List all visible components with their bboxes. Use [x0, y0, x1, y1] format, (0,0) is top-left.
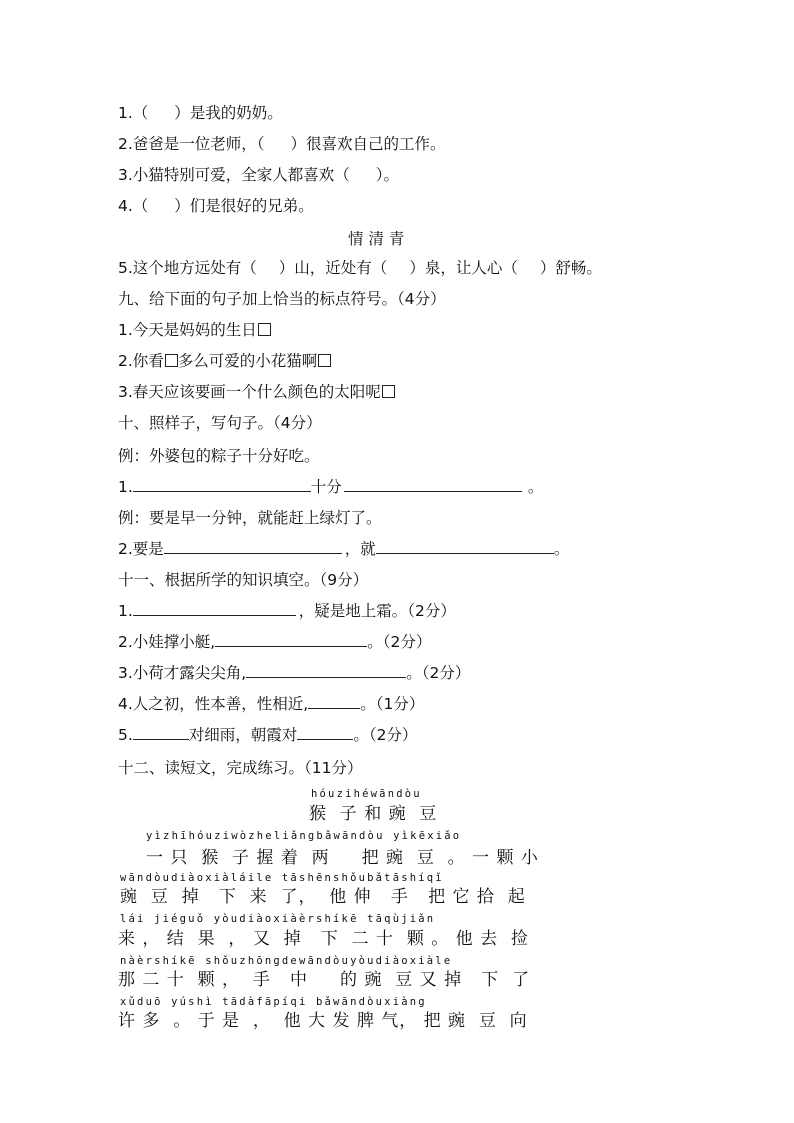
- text: 2.爸爸是一位老师，（: [118, 135, 265, 153]
- q8-sentence-5: [118, 258, 602, 278]
- q8-options: 情 清 青: [348, 230, 405, 248]
- text: ）很喜欢自己的工作。: [290, 135, 446, 153]
- q10-sentence-1: [118, 477, 543, 497]
- story-line-5: 许 多 。 于 是 ， 他 大 发 脾 气， 把 豌 豆 向: [118, 1011, 528, 1031]
- q9-sentence-3: [118, 382, 395, 402]
- text: 3.小猫特别可爱，全家人都喜欢（: [118, 166, 350, 184]
- text: ）泉，让人心（: [409, 259, 518, 277]
- punctuation-box[interactable]: [258, 323, 271, 336]
- text: 2.小娃撑小艇,: [118, 633, 216, 651]
- text: ）山，近处有（: [278, 259, 388, 277]
- blank-line[interactable]: [164, 539, 342, 554]
- text: 多么可爱的小花猫啊: [177, 352, 318, 370]
- q8-sentence-1: [118, 103, 283, 123]
- blank-line[interactable]: [133, 725, 189, 740]
- q10-heading: 十、照样子，写句子。（4分）: [118, 414, 322, 432]
- story-title-pinyin: hóuzihéwāndòu: [311, 788, 422, 800]
- text: 。（1分）: [360, 695, 425, 713]
- story-line-3-pinyin: lái jiéguǒ yòudiàoxiàèrshíkē tāqùjiǎn: [120, 913, 436, 925]
- story-line-4: 那 二 十 颗 ， 手 中 的 豌 豆 又 掉 下 了: [118, 970, 531, 990]
- text: ）们是很好的兄弟。: [174, 197, 314, 215]
- text: ）是我的奶奶。: [174, 104, 283, 122]
- q11-item-3: [118, 663, 470, 683]
- text: 1.: [118, 602, 133, 620]
- text: 1.: [118, 478, 133, 496]
- text: 3.春天应该要画一个什么颜色的太阳呢: [118, 383, 381, 401]
- story-line-3: 来 ， 结 果 ， 又 掉 下 二 十 颗 。 他 去 捡: [118, 929, 529, 949]
- text: 。（2分）: [367, 633, 432, 651]
- text: 。（2分）: [406, 664, 471, 682]
- q9-heading: 九、给下面的句子加上恰当的标点符号。（4分）: [118, 290, 446, 308]
- blank-line[interactable]: [308, 694, 360, 709]
- text: 1.（: [118, 104, 149, 122]
- text: ）舒畅。: [539, 259, 602, 277]
- punctuation-box[interactable]: [318, 354, 331, 367]
- story-line-2-pinyin: wāndòudiàoxiàláile tāshēnshǒubǎtāshíqǐ: [120, 872, 444, 884]
- text: 4.（: [118, 197, 149, 215]
- story-line-2: 豌 豆 掉 下 来 了， 他 伸 手 把 它 拾 起: [120, 887, 526, 907]
- blank-line[interactable]: [133, 477, 311, 492]
- text: 2.你看: [118, 352, 164, 370]
- text: 5.这个地方远处有（: [118, 259, 257, 277]
- story-line-5-pinyin: xǔduō yúshì tādàfāpíqi bǎwāndòuxiàng: [120, 996, 427, 1008]
- blank-line[interactable]: [215, 632, 367, 647]
- q10-example-1: 例：外婆包的粽子十分好吃。: [118, 447, 320, 465]
- text: 。（2分）: [353, 726, 418, 744]
- q11-item-5: [118, 725, 417, 745]
- text: 1.今天是妈妈的生日: [118, 321, 257, 339]
- text: 对细雨，朝霞对: [188, 726, 298, 744]
- q9-sentence-1: [118, 320, 271, 340]
- punctuation-box[interactable]: [382, 385, 395, 398]
- text: 。: [527, 478, 544, 496]
- text: ）。: [375, 166, 400, 184]
- q10-sentence-2: [118, 539, 569, 559]
- blank-line[interactable]: [133, 601, 296, 616]
- punctuation-box[interactable]: [165, 354, 178, 367]
- story-line-1-pinyin: yìzhīhóuziwòzheliǎngbǎwāndòu yìkēxiǎo: [146, 830, 462, 842]
- q11-item-2: [118, 632, 431, 652]
- q11-item-4: [118, 694, 424, 714]
- text: 。: [553, 540, 570, 558]
- text: 2.要是: [118, 540, 164, 558]
- q8-sentence-2: [118, 134, 446, 154]
- q8-sentence-3: [118, 165, 399, 185]
- text: ，就: [344, 540, 376, 558]
- text: 十分: [310, 478, 342, 496]
- q11-item-1: [118, 601, 456, 621]
- text: ，疑是地上霜。（2分）: [298, 602, 456, 620]
- story-line-4-pinyin: nàèrshíkē shǒuzhōngdewāndòuyòudiàoxiàle: [120, 955, 453, 967]
- text: 3.小荷才露尖尖角,: [118, 664, 247, 682]
- blank-line[interactable]: [297, 725, 353, 740]
- q10-example-2: 例：要是早一分钟，就能赶上绿灯了。: [118, 509, 382, 527]
- q12-heading: 十二、读短文，完成练习。（11分）: [118, 759, 363, 777]
- q11-heading: 十一、根据所学的知识填空。（9分）: [118, 571, 369, 589]
- story-title: 猴 子 和 豌 豆: [309, 804, 438, 824]
- q9-sentence-2: [118, 351, 331, 371]
- story-line-1: 一 只 猴 子 握 着 两 把 豌 豆 。 一 颗 小: [146, 848, 539, 868]
- blank-line[interactable]: [246, 663, 406, 678]
- text: 5.: [118, 726, 133, 744]
- blank-line[interactable]: [376, 539, 554, 554]
- blank-line[interactable]: [344, 477, 522, 492]
- q8-sentence-4: [118, 196, 314, 216]
- text: 4.人之初，性本善，性相近,: [118, 695, 309, 713]
